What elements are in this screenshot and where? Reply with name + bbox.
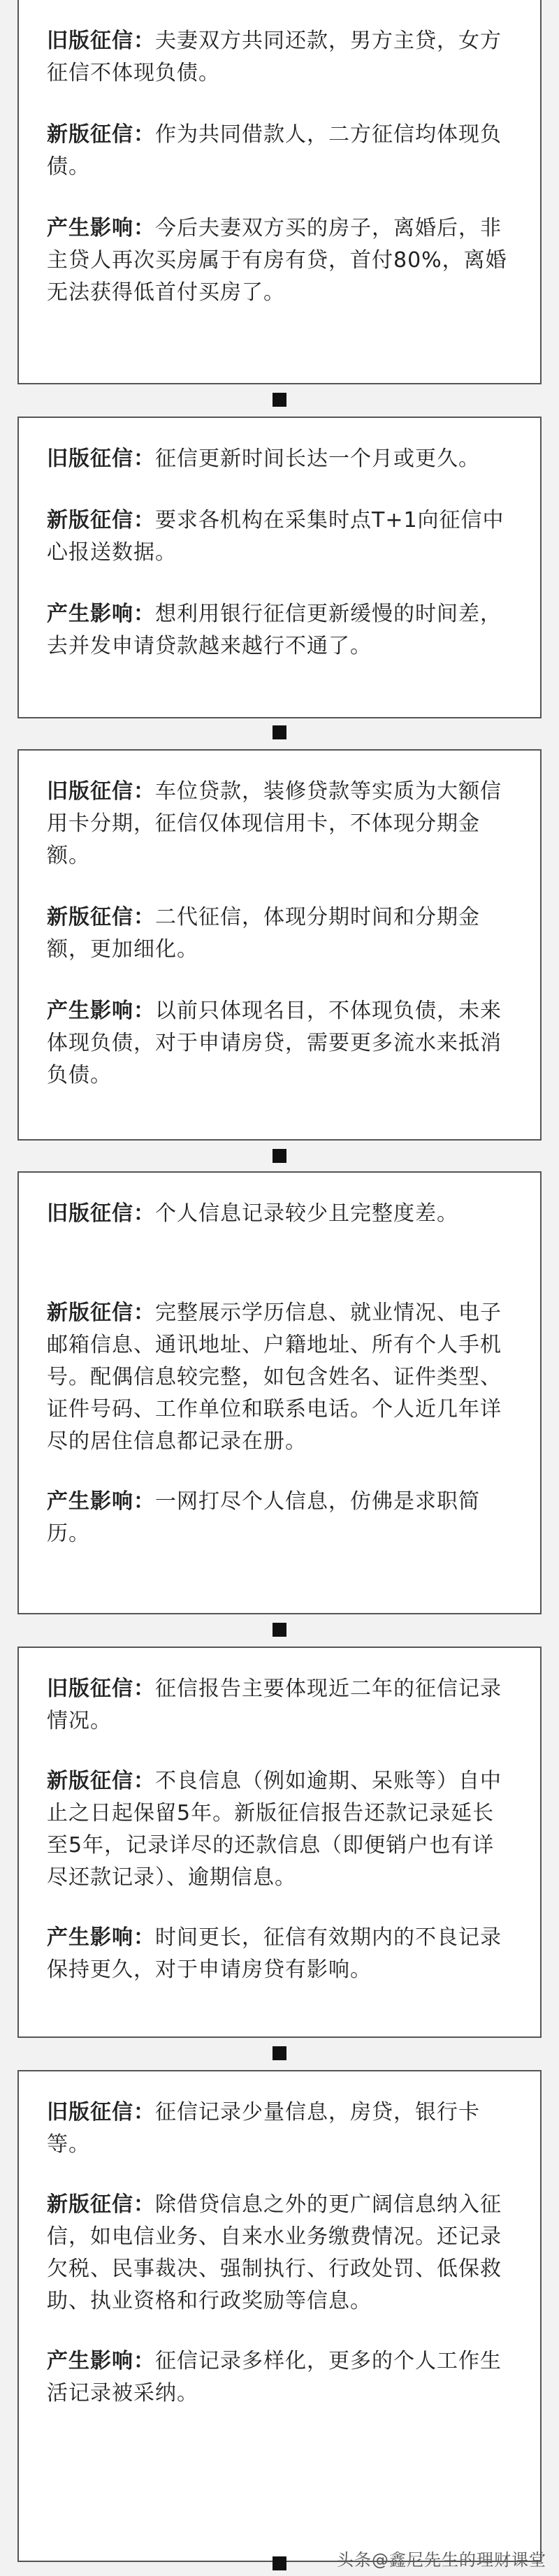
impact-paragraph — [47, 2345, 512, 2410]
new-version-label: 新版征信： — [47, 508, 155, 533]
impact-label: 产生影响： — [47, 602, 155, 626]
section-divider-marker — [273, 725, 286, 739]
impact-paragraph — [47, 212, 512, 309]
old-version-label: 旧版征信： — [47, 779, 155, 804]
section-divider-marker — [273, 1149, 286, 1163]
new-version-label: 新版征信： — [47, 1301, 155, 1325]
impact-text: 征信记录多样化，更多的个人工作生活记录被采纳。 — [47, 2349, 502, 2405]
old-version-label: 旧版征信： — [47, 2100, 155, 2125]
comparison-card-record-period — [17, 1647, 542, 2038]
new-version-label: 新版征信： — [47, 905, 155, 929]
impact-paragraph — [47, 995, 512, 1092]
section-divider-marker — [273, 393, 286, 407]
comparison-card-record-diversity — [17, 2070, 542, 2562]
impact-text: 时间更长，征信有效期内的不良记录保持更久，对于申请房贷有影响。 — [47, 1925, 502, 1982]
old-version-label: 旧版征信： — [47, 1677, 155, 1701]
old-version-paragraph — [47, 2097, 512, 2161]
source-watermark: 头条@鑫尼先生的理财课堂 — [337, 2550, 546, 2570]
old-version-label: 旧版征信： — [47, 1201, 155, 1226]
new-version-paragraph — [47, 505, 512, 569]
old-version-paragraph — [47, 1198, 512, 1230]
impact-text: 一网打尽个人信息，仿佛是求职简历。 — [47, 1489, 480, 1546]
comparison-card-joint-loan — [17, 0, 542, 384]
new-version-text: 不良信息（例如逾期、呆账等）自中止之日起保留5年。新版征信报告还款记录延长至5年，记录详尽的还款信息（即便销户也有详尽还款记录）、逾期信息。 — [47, 1769, 502, 1890]
old-version-label: 旧版征信： — [47, 447, 155, 471]
new-version-paragraph — [47, 119, 512, 183]
new-version-text: 除借贷信息之外的更广阔信息纳入征信，如电信业务、自来水业务缴费情况。还记录欠税、民事裁决、强制执行、行政处罚、低保救助、执业资格和行政奖励等信息。 — [47, 2192, 502, 2313]
old-version-text: 夫妻双方共同还款，男方主贷，女方征信不体现负债。 — [47, 29, 502, 85]
new-version-paragraph — [47, 1765, 512, 1894]
impact-label: 产生影响： — [47, 999, 155, 1023]
old-version-text: 征信更新时间长达一个月或更久。 — [155, 447, 480, 471]
old-version-text: 个人信息记录较少且完整度差。 — [155, 1201, 458, 1226]
impact-label: 产生影响： — [47, 216, 155, 240]
old-version-paragraph — [47, 1673, 512, 1737]
new-version-text: 完整展示学历信息、就业情况、电子邮箱信息、通讯地址、户籍地址、所有个人手机号。配偶信息较完整，如包含姓名、证件类型、证件号码、工作单位和联系电话。个人近几年详尽的居住信息都记录在册。 — [47, 1301, 502, 1454]
impact-label: 产生影响： — [47, 1925, 155, 1950]
new-version-label: 新版征信： — [47, 1769, 155, 1793]
section-divider-marker — [273, 1623, 286, 1637]
comparison-card-update-time — [17, 417, 542, 718]
comparison-card-installment — [17, 749, 542, 1141]
new-version-paragraph — [47, 2189, 512, 2317]
impact-text: 以前只体现名目，不体现负债，未来体现负债，对于申请房贷，需要更多流水来抵消负债。 — [47, 999, 502, 1087]
impact-paragraph — [47, 598, 512, 663]
comparison-card-personal-info — [17, 1171, 542, 1614]
impact-label: 产生影响： — [47, 1489, 155, 1514]
new-version-text: 要求各机构在采集时点T+1向征信中心报送数据。 — [47, 508, 504, 565]
new-version-label: 新版征信： — [47, 2192, 155, 2217]
section-divider-marker — [273, 2046, 286, 2060]
new-version-text: 作为共同借款人，二方征信均体现负债。 — [47, 122, 502, 179]
section-divider-marker — [273, 2556, 286, 2570]
old-version-paragraph — [47, 776, 512, 872]
new-version-paragraph — [47, 902, 512, 966]
old-version-text: 车位贷款，装修贷款等实质为大额信用卡分期，征信仅体现信用卡，不体现分期金额。 — [47, 779, 502, 868]
old-version-paragraph — [47, 443, 512, 475]
new-version-text: 二代征信，体现分期时间和分期金额，更加细化。 — [47, 905, 480, 962]
impact-label: 产生影响： — [47, 2349, 155, 2373]
old-version-text: 征信报告主要体现近二年的征信记录情况。 — [47, 1677, 502, 1733]
new-version-label: 新版征信： — [47, 122, 155, 147]
impact-text: 想利用银行征信更新缓慢的时间差，去并发申请贷款越来越行不通了。 — [47, 602, 502, 658]
impact-paragraph — [47, 1922, 512, 1986]
old-version-text: 征信记录少量信息，房贷，银行卡等。 — [47, 2100, 480, 2157]
old-version-paragraph — [47, 25, 512, 89]
impact-paragraph — [47, 1486, 512, 1550]
new-version-paragraph — [47, 1297, 512, 1458]
old-version-label: 旧版征信： — [47, 29, 155, 53]
impact-text: 今后夫妻双方买的房子，离婚后，非主贷人再次买房属于有房有贷，首付80%，离婚无法获得低首付买房了。 — [47, 216, 507, 305]
